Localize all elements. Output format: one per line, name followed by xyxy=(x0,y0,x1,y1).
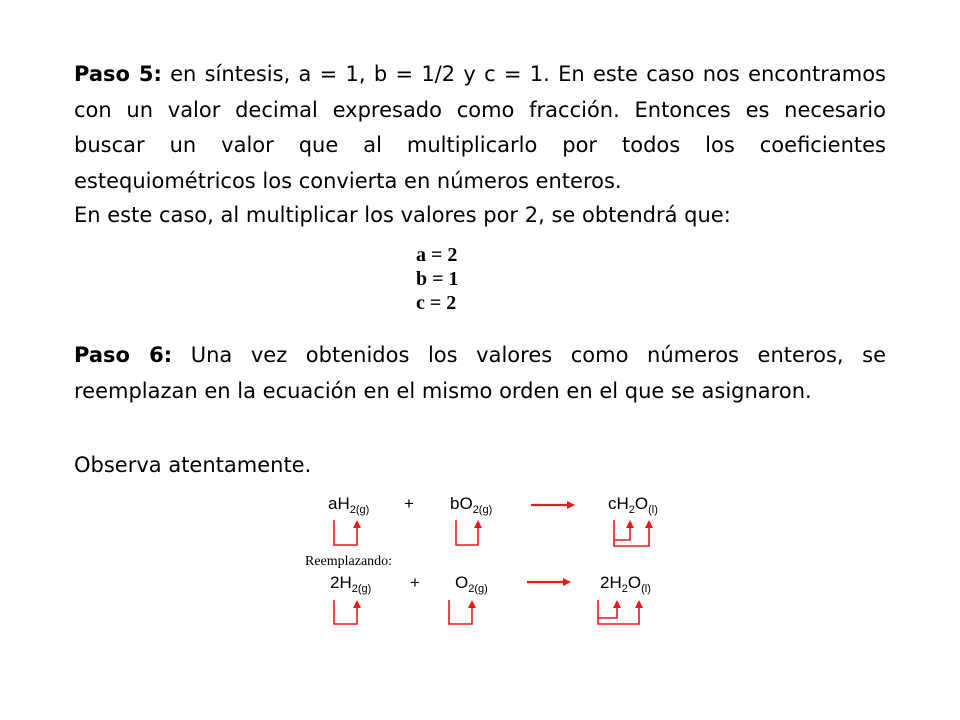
eq2-r1-main: 2H xyxy=(330,573,352,592)
eq2-bracket-arrow-c1 xyxy=(598,600,617,618)
eq2-bracket-arrow-c2 xyxy=(598,602,639,624)
eq1-p-sub2: (l) xyxy=(648,504,658,516)
eq1-bracket-arrow-c2 xyxy=(614,522,649,546)
eq1-bracket-arrow-a xyxy=(334,520,357,545)
eq1-p-mid: O xyxy=(634,494,649,513)
coefficient-a: a = 2 xyxy=(416,244,458,266)
eq1-r1-sub: 2(g) xyxy=(349,504,370,516)
eq2-r2-sub: 2(g) xyxy=(468,583,488,595)
eq1-r2-sub: 2(g) xyxy=(472,504,493,516)
replace-label: Reemplazando: xyxy=(305,554,393,569)
paso6-label: Paso 6: xyxy=(74,343,173,367)
paso6-text: Una vez obtenidos los valores como números enteros, se reemplazan en la ecuación en el mismo orden en el que se asignaron. xyxy=(74,343,887,403)
eq2-p-main: 2H xyxy=(600,573,622,592)
eq1-r2-main: bO xyxy=(450,494,473,513)
eq2-p-sub2: (l) xyxy=(641,583,651,595)
eq2-bracket-arrow-b xyxy=(449,600,472,624)
paso5-paragraph-2: En este caso, al multiplicar los valores por 2, se obtendrá que: xyxy=(74,203,731,227)
eq1-p-main: cH xyxy=(608,494,629,513)
eq1-p-sub1: 2 xyxy=(628,504,635,516)
coefficient-b: b = 1 xyxy=(416,268,459,290)
eq1-bracket-arrow-c1 xyxy=(614,520,630,540)
paso5-label: Paso 5: xyxy=(74,62,162,86)
eq2-r2-main: O xyxy=(455,573,469,592)
paso5-text: en síntesis, a = 1, b = 1/2 y c = 1. En este caso nos encontramos con un valor decimal expresado como fracción. Entonces es necesario buscar un valor que al multiplicarlo por todos los coeficientes estequiométricos los convierta en números enteros. xyxy=(74,62,886,193)
paso6-paragraph-2: Observa atentamente. xyxy=(74,453,312,477)
eq1-r1-main: aH xyxy=(328,494,350,513)
eq1-plus: + xyxy=(404,494,414,513)
eq2-r1-sub: 2(g) xyxy=(351,583,372,595)
eq2-bracket-arrow-a xyxy=(334,600,357,624)
eq2-p-sub1: 2 xyxy=(621,583,628,595)
eq2-plus: + xyxy=(410,573,420,592)
coefficient-c: c = 2 xyxy=(416,292,457,314)
eq1-bracket-arrow-b xyxy=(456,520,478,545)
eq2-p-mid: O xyxy=(627,573,642,592)
